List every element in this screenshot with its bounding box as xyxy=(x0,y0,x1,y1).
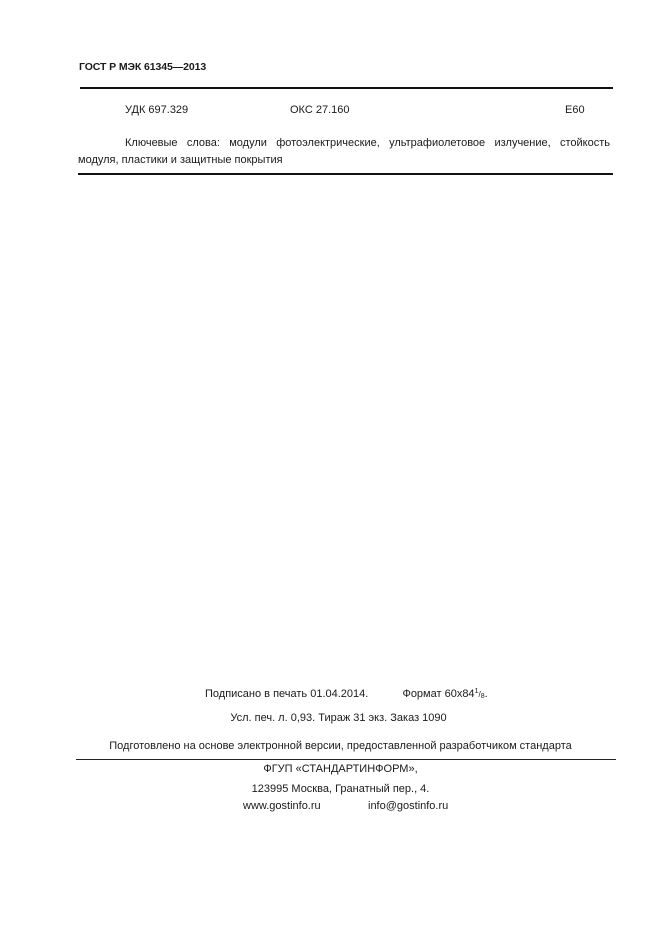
prepared-note: Подготовлено на основе электронной версии, предоставленной разработчиком стандарта xyxy=(109,740,572,752)
publisher-address: 123995 Москва, Гранатный пер., 4. xyxy=(251,783,430,795)
keywords-divider xyxy=(78,173,613,175)
paper-format: Формат $60x84^1/_8$. xyxy=(402,688,488,700)
publisher-name: ФГУП «СТАНДАРТИНФОРМ», xyxy=(263,763,418,775)
standard-id-header: ГОСТ Р МЭК 61345—2013 xyxy=(79,61,207,73)
publisher-email[interactable]: info@gostinfo.ru xyxy=(368,800,449,812)
print-info: Усл. печ. л. 0,93. Тираж 31 экз. Заказ 1090 xyxy=(230,712,447,724)
udk-code: УДК 697.329 xyxy=(125,104,189,116)
imprint-line-1 xyxy=(205,685,488,703)
keywords-paragraph: Ключевые слова: модули фотоэлектрические, ультрафиолетовое излучение, стойкость модуля, пластики и защитные покрытия xyxy=(78,137,610,166)
classification-code: Е60 xyxy=(565,104,585,116)
signed-for-print: Подписано в печать 01.04.2014. xyxy=(205,688,369,700)
oks-code: ОКС 27.160 xyxy=(290,104,350,116)
publisher-divider xyxy=(76,759,616,760)
publisher-website[interactable]: www.gostinfo.ru xyxy=(243,800,321,812)
top-divider xyxy=(80,87,613,89)
